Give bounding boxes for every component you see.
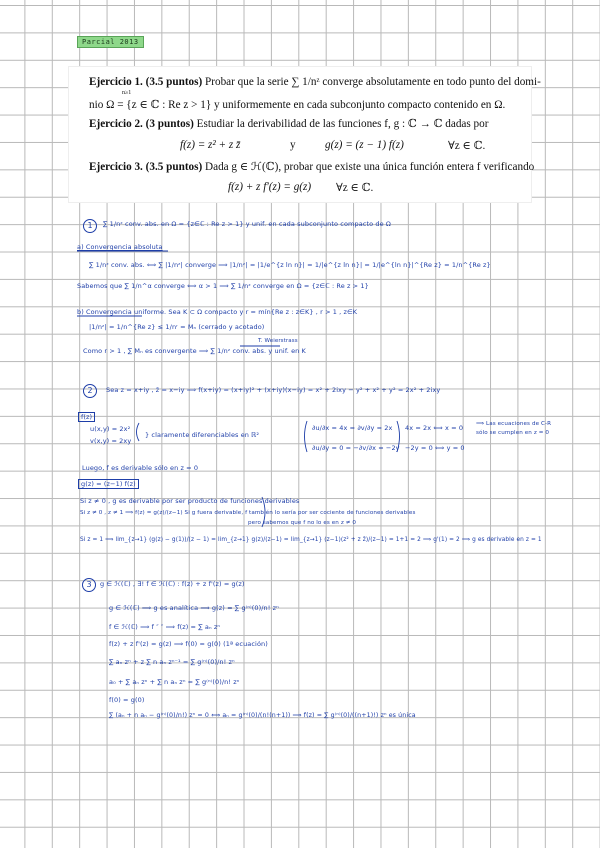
- note-2-cr-3: 4x = 2x ⟺ x = 0: [405, 424, 464, 432]
- note-1-uniform-heading: b) Convergencia uniforme. Sea K ⊂ Ω compacto y r = mín{Re z : z∈K} , r > 1 , z∈K: [77, 308, 358, 316]
- note-2-cr-1: ∂u/∂x = 4x = ∂v/∂y = 2x: [312, 424, 393, 432]
- note-2-cr-2: ∂u/∂y = 0 = −∂v/∂x = −2y: [312, 444, 400, 452]
- note-3-f-analytic: f ∈ ℋ(ℂ) ⟹ f ″ ″ ⟹ f(z) = ∑ aₙ zⁿ: [109, 623, 221, 631]
- exercise-2-formula-y: y: [290, 139, 296, 151]
- exercise-2-line-1: Ejercicio 2. (3 puntos) Estudiar la derivabilidad de las funciones f, g : ℂ → ℂ dadas por: [89, 118, 489, 130]
- note-2-u: u(x,y) = 2x²: [90, 425, 131, 433]
- exercise-1-sum-index: n≥1: [122, 90, 132, 96]
- note-3-conclusion: ∑ (aₙ + n aₙ − g⁽ⁿ⁾(0)/n!) zⁿ = 0 ⟺ aₙ = g⁽ⁿ⁾(0)/(n!(n+1)) ⟹ f(z) = ∑ g⁽ⁿ⁾(0)/((n+1)!) zⁿ es única: [109, 712, 416, 719]
- note-1-uniform-conclusion: Como r > 1 , ∑ Mₙ es convergente ⟹ ∑ 1/nᶻ conv. abs. y unif. en K: [83, 347, 306, 355]
- exercise-2-number-circle: 2: [83, 384, 97, 398]
- note-2-g-box: g(z) = (z−1) f(z): [78, 479, 139, 489]
- exercise-3-formula: f(z) + z f′(z) = g(z): [228, 181, 312, 193]
- note-2-cr-4: −2y = 0 ⟺ y = 0: [405, 444, 465, 452]
- note-2-g-product: Si z ≠ 0 , g es derivable por ser producto de funciones derivables: [80, 497, 300, 505]
- exercise-3-formula-quantifier: ∀z ∈ ℂ.: [336, 182, 374, 194]
- exercise-2-formula-f: f(z) = z² + z z̄: [180, 139, 241, 151]
- exercise-3-number-circle: 3: [82, 578, 96, 592]
- note-1-absolute-conclusion: Sabemos que ∑ 1/n^α converge ⟺ α > 1 ⟹ ∑ 1/nᶻ converge en Ω = {z∈ℂ : Re z > 1}: [77, 282, 369, 290]
- exam-tag: Parcial 2013: [77, 36, 144, 48]
- note-3-g-analytic: g ∈ ℋ(ℂ) ⟹ g es analítica ⟹ g(z) = ∑ g⁽ⁿ⁾(0)/n! zⁿ: [109, 604, 279, 612]
- note-2-v: v(x,y) = 2xy: [90, 437, 132, 445]
- note-3-statement: g ∈ ℋ(ℂ) , ∃! f ∈ ℋ(ℂ) : f(z) + z f'(z) = g(z): [100, 580, 245, 588]
- exercise-1-line-1: Ejercicio 1. (3.5 puntos) Probar que la serie ∑ 1/nᶻ converge absolutamente en todo punto del domi-: [89, 76, 541, 88]
- note-3-initial: f(0) = g(0): [109, 696, 145, 704]
- note-1-absolute-heading: a) Convergencia absoluta: [77, 243, 163, 251]
- note-3-first-equation: f(z) + z f'(z) = g(z) ⟹ f(0) = g(0) (1ª ecuación): [109, 640, 268, 648]
- note-2-cr-conclusion: ⟹ Las ecuaciones de C-R sólo se cumplen en z = 0: [476, 421, 552, 436]
- note-2-expansion: Sea z = x+iy , z̄ = x−iy ⟹ f(x+iy) = (x+iy)² + (x+iy)(x−iy) = x² + 2ixy − y² + x² + y² = 2x² + 2ixy: [106, 386, 441, 394]
- note-1-absolute-work: ∑ 1/nᶻ conv. abs. ⟺ ∑ |1/nᶻ| converge ⟹ |1/nᶻ| = |1/e^{z ln n}| = 1/|e^{z ln n}| = 1/|e^{ln n}|^{Re z} = 1/n^{Re z}: [89, 261, 491, 269]
- note-1-statement: ∑ 1/nᶻ conv. abs. en Ω = {z∈ℂ : Re z > 1} y unif. en cada subconjunto compacto de Ω: [103, 220, 391, 228]
- exercise-2-formula-quantifier: ∀z ∈ ℂ.: [448, 140, 486, 152]
- exercise-2-formula-g: g(z) = (z − 1) f(z): [325, 139, 404, 151]
- note-2-g-limit: Si z = 1 ⟹ lim_{z→1} (g(z) − g(1))/(z − 1) = lim_{z→1} g(z)/(z−1) = lim_{z→1} (z−1)(z² + z z̄)/(z−1) = 1+1 = 2 ⟹ g'(1) = 2 ⟹ g es derivable en z = 1: [80, 537, 542, 543]
- note-2-f-box: f(z): [78, 412, 95, 422]
- exercise-1-line-2: nio Ω = {z ∈ ℂ : Re z > 1} y uniformemente en cada subconjunto compacto contenido en Ω.: [89, 99, 506, 111]
- note-2-differentiable: } claramente diferenciables en ℝ²: [145, 431, 260, 439]
- note-1-uniform-bound: |1/nᶻ| = 1/n^{Re z} ≤ 1/nʳ = Mₙ (cerrado y acotado): [89, 323, 265, 331]
- note-2-g-quotient: Si z ≠ 0 , z ≠ 1 ⟹ f(z) = g(z)/(z−1) Si g fuera derivable, f también lo sería por ser cociente de funciones derivables: [80, 510, 416, 516]
- note-2-g-contradiction: pero sabemos que f no lo es en z ≠ 0: [248, 520, 357, 526]
- note-3-series-sub: ∑ aₙ zⁿ + z ∑ n aₙ zⁿ⁻¹ = ∑ g⁽ⁿ⁾(0)/n! zⁿ: [109, 658, 235, 666]
- exercise-3-line-1: Ejercicio 3. (3.5 puntos) Dada g ∈ ℋ(ℂ), probar que existe una única función entera f verificando: [89, 161, 535, 173]
- exercise-1-number-circle: 1: [83, 219, 97, 233]
- note-3-series-split: a₀ + ∑ aₙ zⁿ + ∑ n aₙ zⁿ = ∑ g⁽ⁿ⁾(0)/n! zⁿ: [109, 678, 240, 686]
- note-1-weierstrass: T. Weierstrass: [258, 338, 298, 344]
- note-2-f-conclusion: Luego, f es derivable sólo en z = 0: [82, 464, 199, 472]
